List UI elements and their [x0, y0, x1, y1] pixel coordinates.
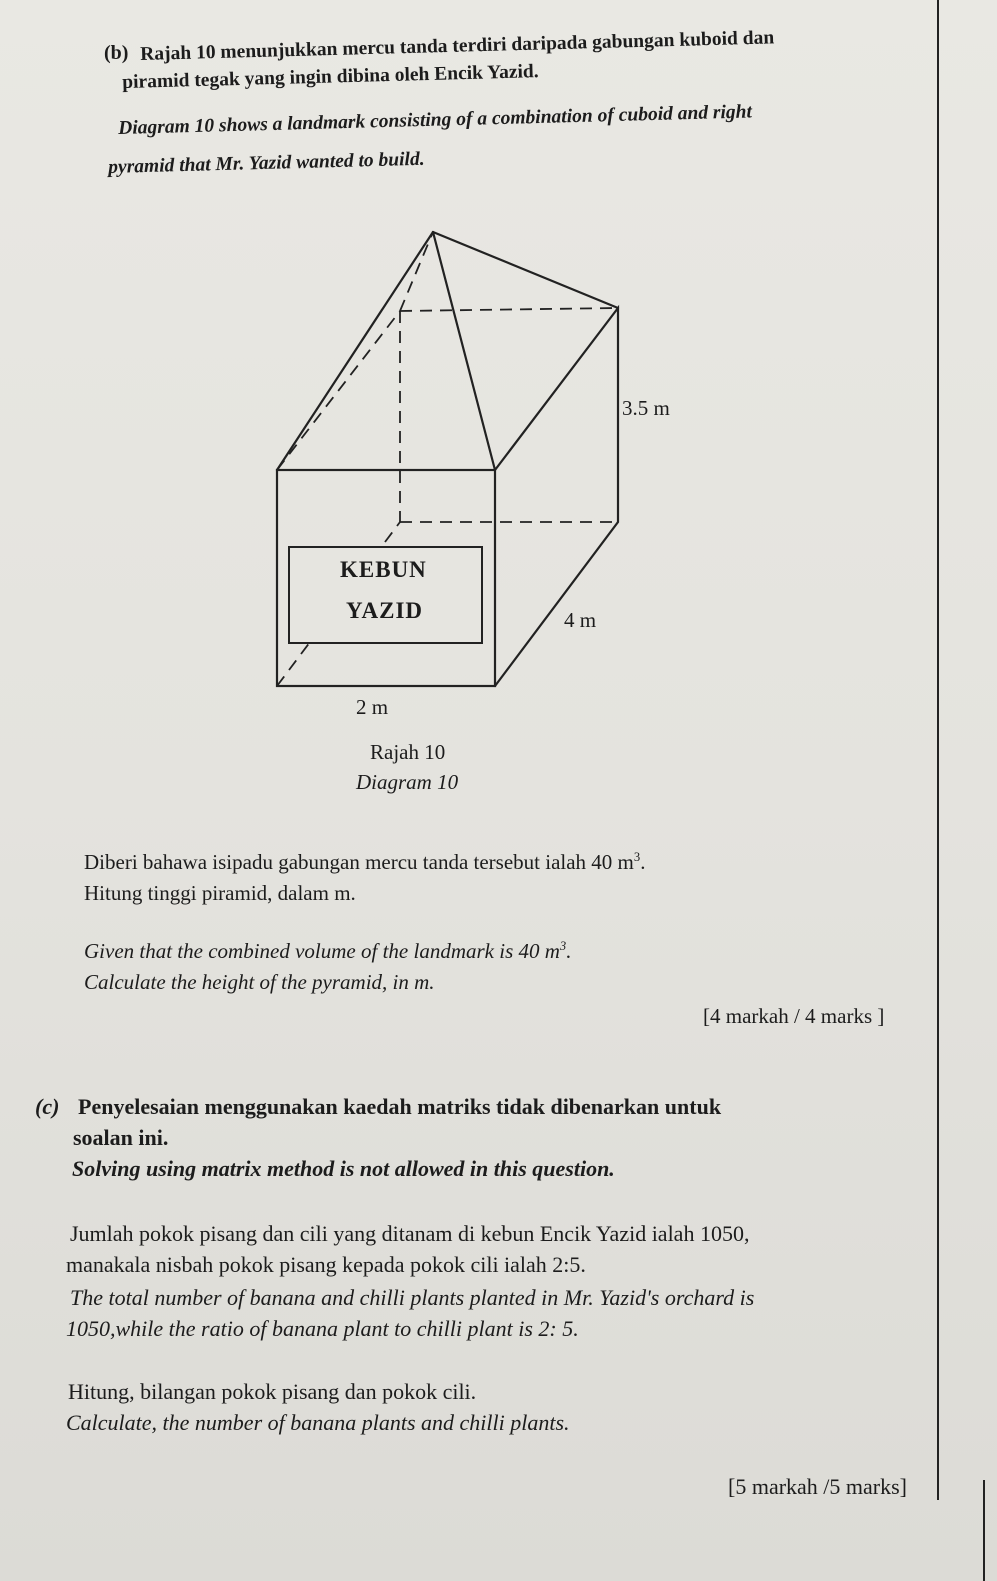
- part-c-english-line2: 1050,while the ratio of banana plant to chilli plant is 2: 5.: [66, 1316, 579, 1341]
- part-c-malay-line2: manakala nisbah pokok pisang kepada pokok cili ialah 2:5.: [66, 1252, 586, 1277]
- part-b-label: (b): [104, 42, 129, 64]
- part-b-malay-line2: piramid tegak yang ingin dibina oleh Encik Yazid.: [122, 61, 539, 93]
- marks-b: [4 markah / 4 marks ]: [703, 1004, 885, 1028]
- hidden-top-left-edge: [277, 311, 400, 470]
- dim-width-label: 2 m: [356, 695, 389, 719]
- hidden-top-back-edge: [400, 308, 618, 311]
- question-b-malay: Diberi bahawa isipadu gabungan mercu tanda tersebut ialah 40 $m^3$.: [84, 850, 646, 874]
- part-c-english-line1: The total number of banana and chilli plants planted in Mr. Yazid's orchard is: [70, 1285, 755, 1310]
- question-b-malay-line2: Hitung tinggi piramid, dalam m.: [84, 881, 356, 905]
- part-c-malay-line1: Jumlah pokok pisang dan cili yang ditanam di kebun Encik Yazid ialah 1050,: [70, 1221, 750, 1246]
- part-c-label: (c): [35, 1094, 60, 1119]
- part-b-english-line1: Diagram 10 shows a landmark consisting of a combination of cuboid and right: [118, 101, 753, 139]
- cuboid-right-face: [495, 308, 618, 686]
- question-b-english-line2: Calculate the height of the pyramid, in m.: [84, 970, 435, 994]
- caption-malay: Rajah 10: [370, 740, 446, 764]
- caption-english: Diagram 10: [356, 770, 459, 794]
- marks-c: [5 markah /5 marks]: [728, 1474, 907, 1499]
- question-b-english: Given that the combined volume of the landmark is 40 $m^3$.: [84, 939, 572, 963]
- part-c-question-malay: Hitung, bilangan pokok pisang dan pokok cili.: [68, 1379, 477, 1404]
- sign-text-line1: KEBUN: [340, 557, 427, 582]
- part-c-instr-english: Solving using matrix method is not allowed in this question.: [72, 1156, 615, 1181]
- pyramid-hidden-edge: [400, 232, 433, 311]
- part-c-question-english: Calculate, the number of banana plants and chilli plants.: [66, 1410, 570, 1435]
- sign-text-line2: YAZID: [346, 598, 424, 623]
- pyramid-edge-front-right: [433, 232, 495, 470]
- part-c-instr-malay2: soalan ini.: [73, 1125, 169, 1150]
- pyramid-edge-front-left: [277, 232, 433, 470]
- part-b-malay-line1: Rajah 10 menunjukkan mercu tanda terdiri daripada gabungan kuboid dan: [140, 27, 775, 65]
- dim-height-label: 3.5 m: [622, 396, 670, 420]
- pyramid-edge-back-right: [433, 232, 618, 308]
- part-c-instr-malay1: Penyelesaian menggunakan kaedah matriks tidak dibenarkan untuk: [78, 1094, 722, 1119]
- dim-depth-label: 4 m: [564, 608, 597, 632]
- part-b-english-line2: pyramid that Mr. Yazid wanted to build.: [108, 148, 425, 178]
